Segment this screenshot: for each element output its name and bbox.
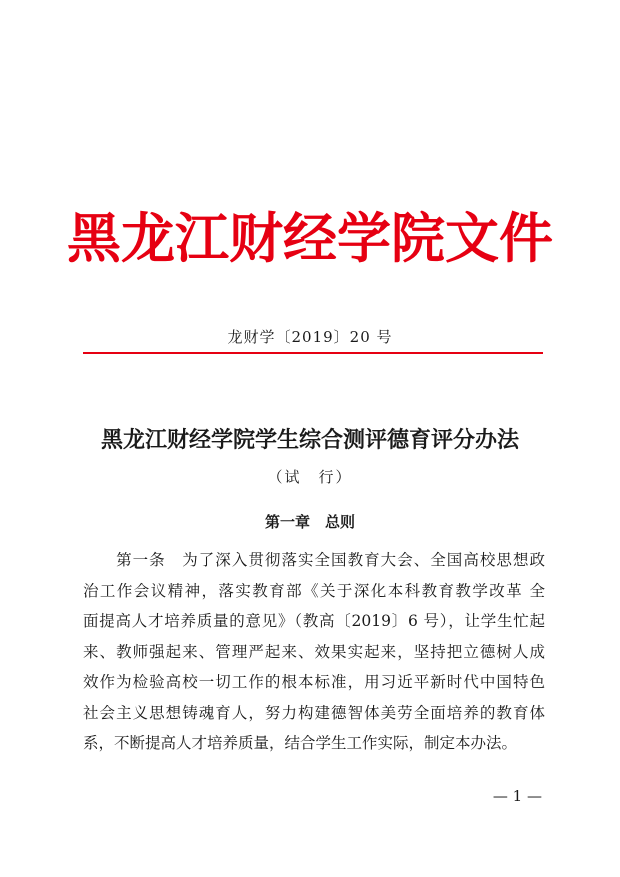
masthead-divider [83, 352, 543, 354]
paragraph-line: 面提高人才培养质量的意见》（教高〔2019〕6 号），让学生忙起 [83, 612, 545, 630]
paragraph-line: 来、教师强起来、管理严起来、效果实起来，坚持把立德树人成 [83, 642, 545, 661]
paragraph-line: 治工作会议精神，落实教育部《关于深化本科教育教学改革 全 [83, 581, 545, 600]
paragraph-line: 第一条 为了深入贯彻落实全国教育大会、全国高校思想政 [83, 551, 545, 569]
article-paragraph [83, 545, 545, 759]
document-subtitle: （试 行） [267, 468, 353, 486]
document-number: 龙财学〔2019〕20 号 [227, 328, 393, 346]
chapter-title: 第一章 总则 [264, 513, 355, 531]
document-masthead: 黑龙江财经学院文件 [67, 206, 553, 270]
paragraph-line: 社会主义思想铸魂育人，努力构建德智体美劳全面培养的教育体 [83, 703, 545, 722]
page-number: — 1 — [492, 787, 542, 805]
paragraph-line: 系，不断提高人才培养质量，结合学生工作实际，制定本办法。 [83, 734, 518, 752]
paragraph-line: 效作为检验高校一切工作的根本标准，用习近平新时代中国特色 [83, 673, 545, 691]
document-title: 黑龙江财经学院学生综合测评德育评分办法 [100, 428, 519, 453]
